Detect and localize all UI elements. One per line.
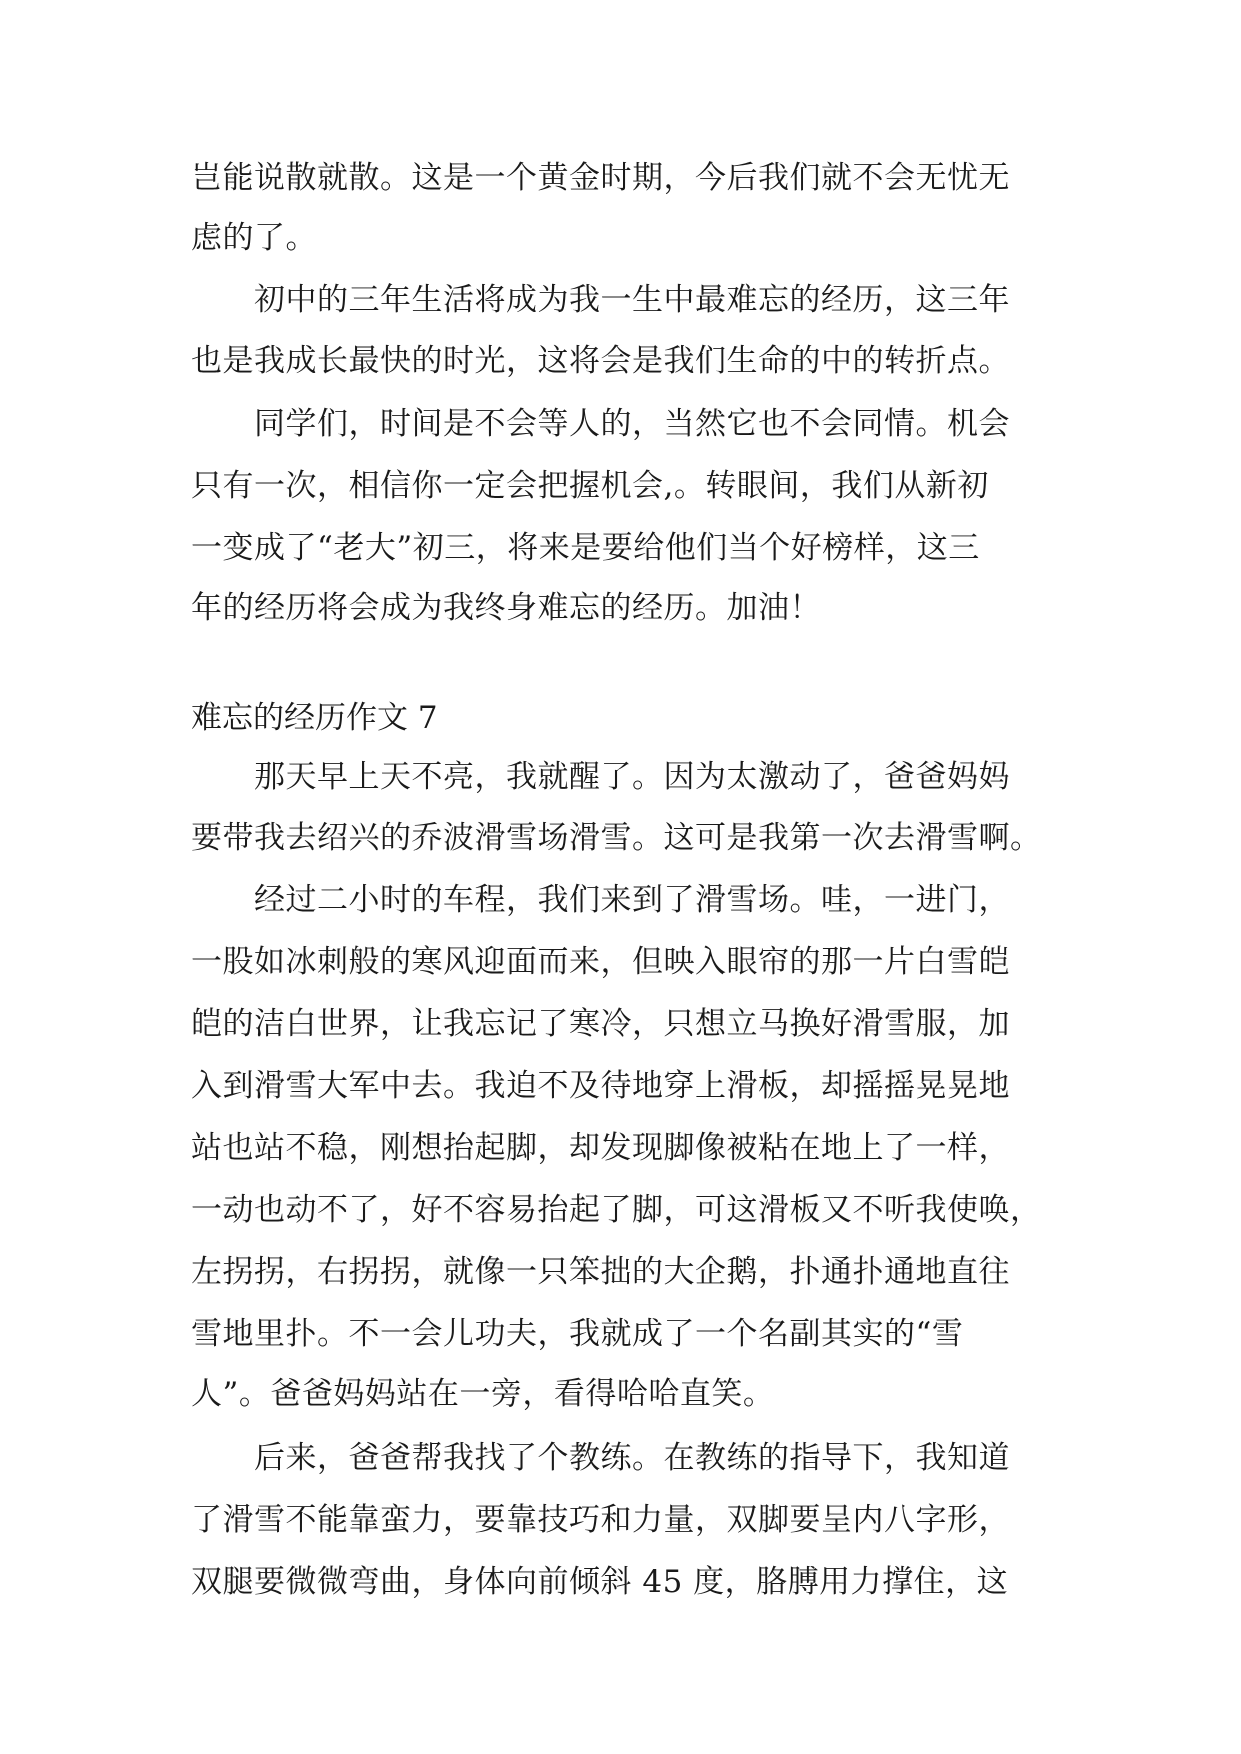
text-line: 双腿要微微弯曲，身体向前倾斜 45 度，胳膊用力撑住，这	[191, 1564, 1009, 1600]
paragraph-start-line: 同学们，时间是不会等人的，当然它也不会同情。机会	[254, 406, 1010, 442]
text-line: 左拐拐，右拐拐，就像一只笨拙的大企鹅，扑通扑通地直往	[191, 1254, 1010, 1290]
text-line: 一动也动不了，好不容易抬起了脚，可这滑板又不听我使唤，	[191, 1192, 1042, 1228]
text-line: 也是我成长最快的时光，这将会是我们生命的中的转折点。	[191, 343, 1010, 379]
text-line: 只有一次，相信你一定会把握机会,。转眼间，我们从新初	[191, 468, 989, 504]
text-line: 站也站不稳，刚想抬起脚，却发现脚像被粘在地上了一样，	[191, 1130, 1010, 1166]
text-line: 要带我去绍兴的乔波滑雪场滑雪。这可是我第一次去滑雪啊。	[191, 820, 1042, 856]
text-line: 一股如冰刺般的寒风迎面而来，但映入眼帘的那一片白雪皑	[191, 944, 1010, 980]
text-line: 虑的了。	[191, 220, 317, 256]
paragraph-start-line: 经过二小时的车程，我们来到了滑雪场。哇，一进门，	[254, 882, 1010, 918]
text-line: 了滑雪不能靠蛮力，要靠技巧和力量，双脚要呈内八字形，	[191, 1502, 1010, 1538]
text-line: 岂能说散就散。这是一个黄金时期，今后我们就不会无忧无	[191, 160, 1010, 196]
text-line: 人”。爸爸妈妈站在一旁，看得哈哈直笑。	[191, 1376, 775, 1412]
paragraph-start-line: 后来，爸爸帮我找了个教练。在教练的指导下，我知道	[254, 1440, 1010, 1476]
section-heading: 难忘的经历作文 7	[191, 700, 438, 736]
paragraph-start-line: 初中的三年生活将成为我一生中最难忘的经历，这三年	[254, 282, 1010, 318]
text-line: 年的经历将会成为我终身难忘的经历。加油！	[191, 590, 821, 626]
text-line: 一变成了“老大”初三，将来是要给他们当个好榜样，这三	[191, 530, 980, 566]
text-line: 入到滑雪大军中去。我迫不及待地穿上滑板，却摇摇晃晃地	[191, 1068, 1010, 1104]
paragraph-start-line: 那天早上天不亮，我就醒了。因为太激动了，爸爸妈妈	[254, 759, 1010, 795]
text-line: 皑的洁白世界，让我忘记了寒冷，只想立马换好滑雪服，加	[191, 1006, 1010, 1042]
text-line: 雪地里扑。不一会儿功夫，我就成了一个名副其实的“雪	[191, 1316, 964, 1352]
